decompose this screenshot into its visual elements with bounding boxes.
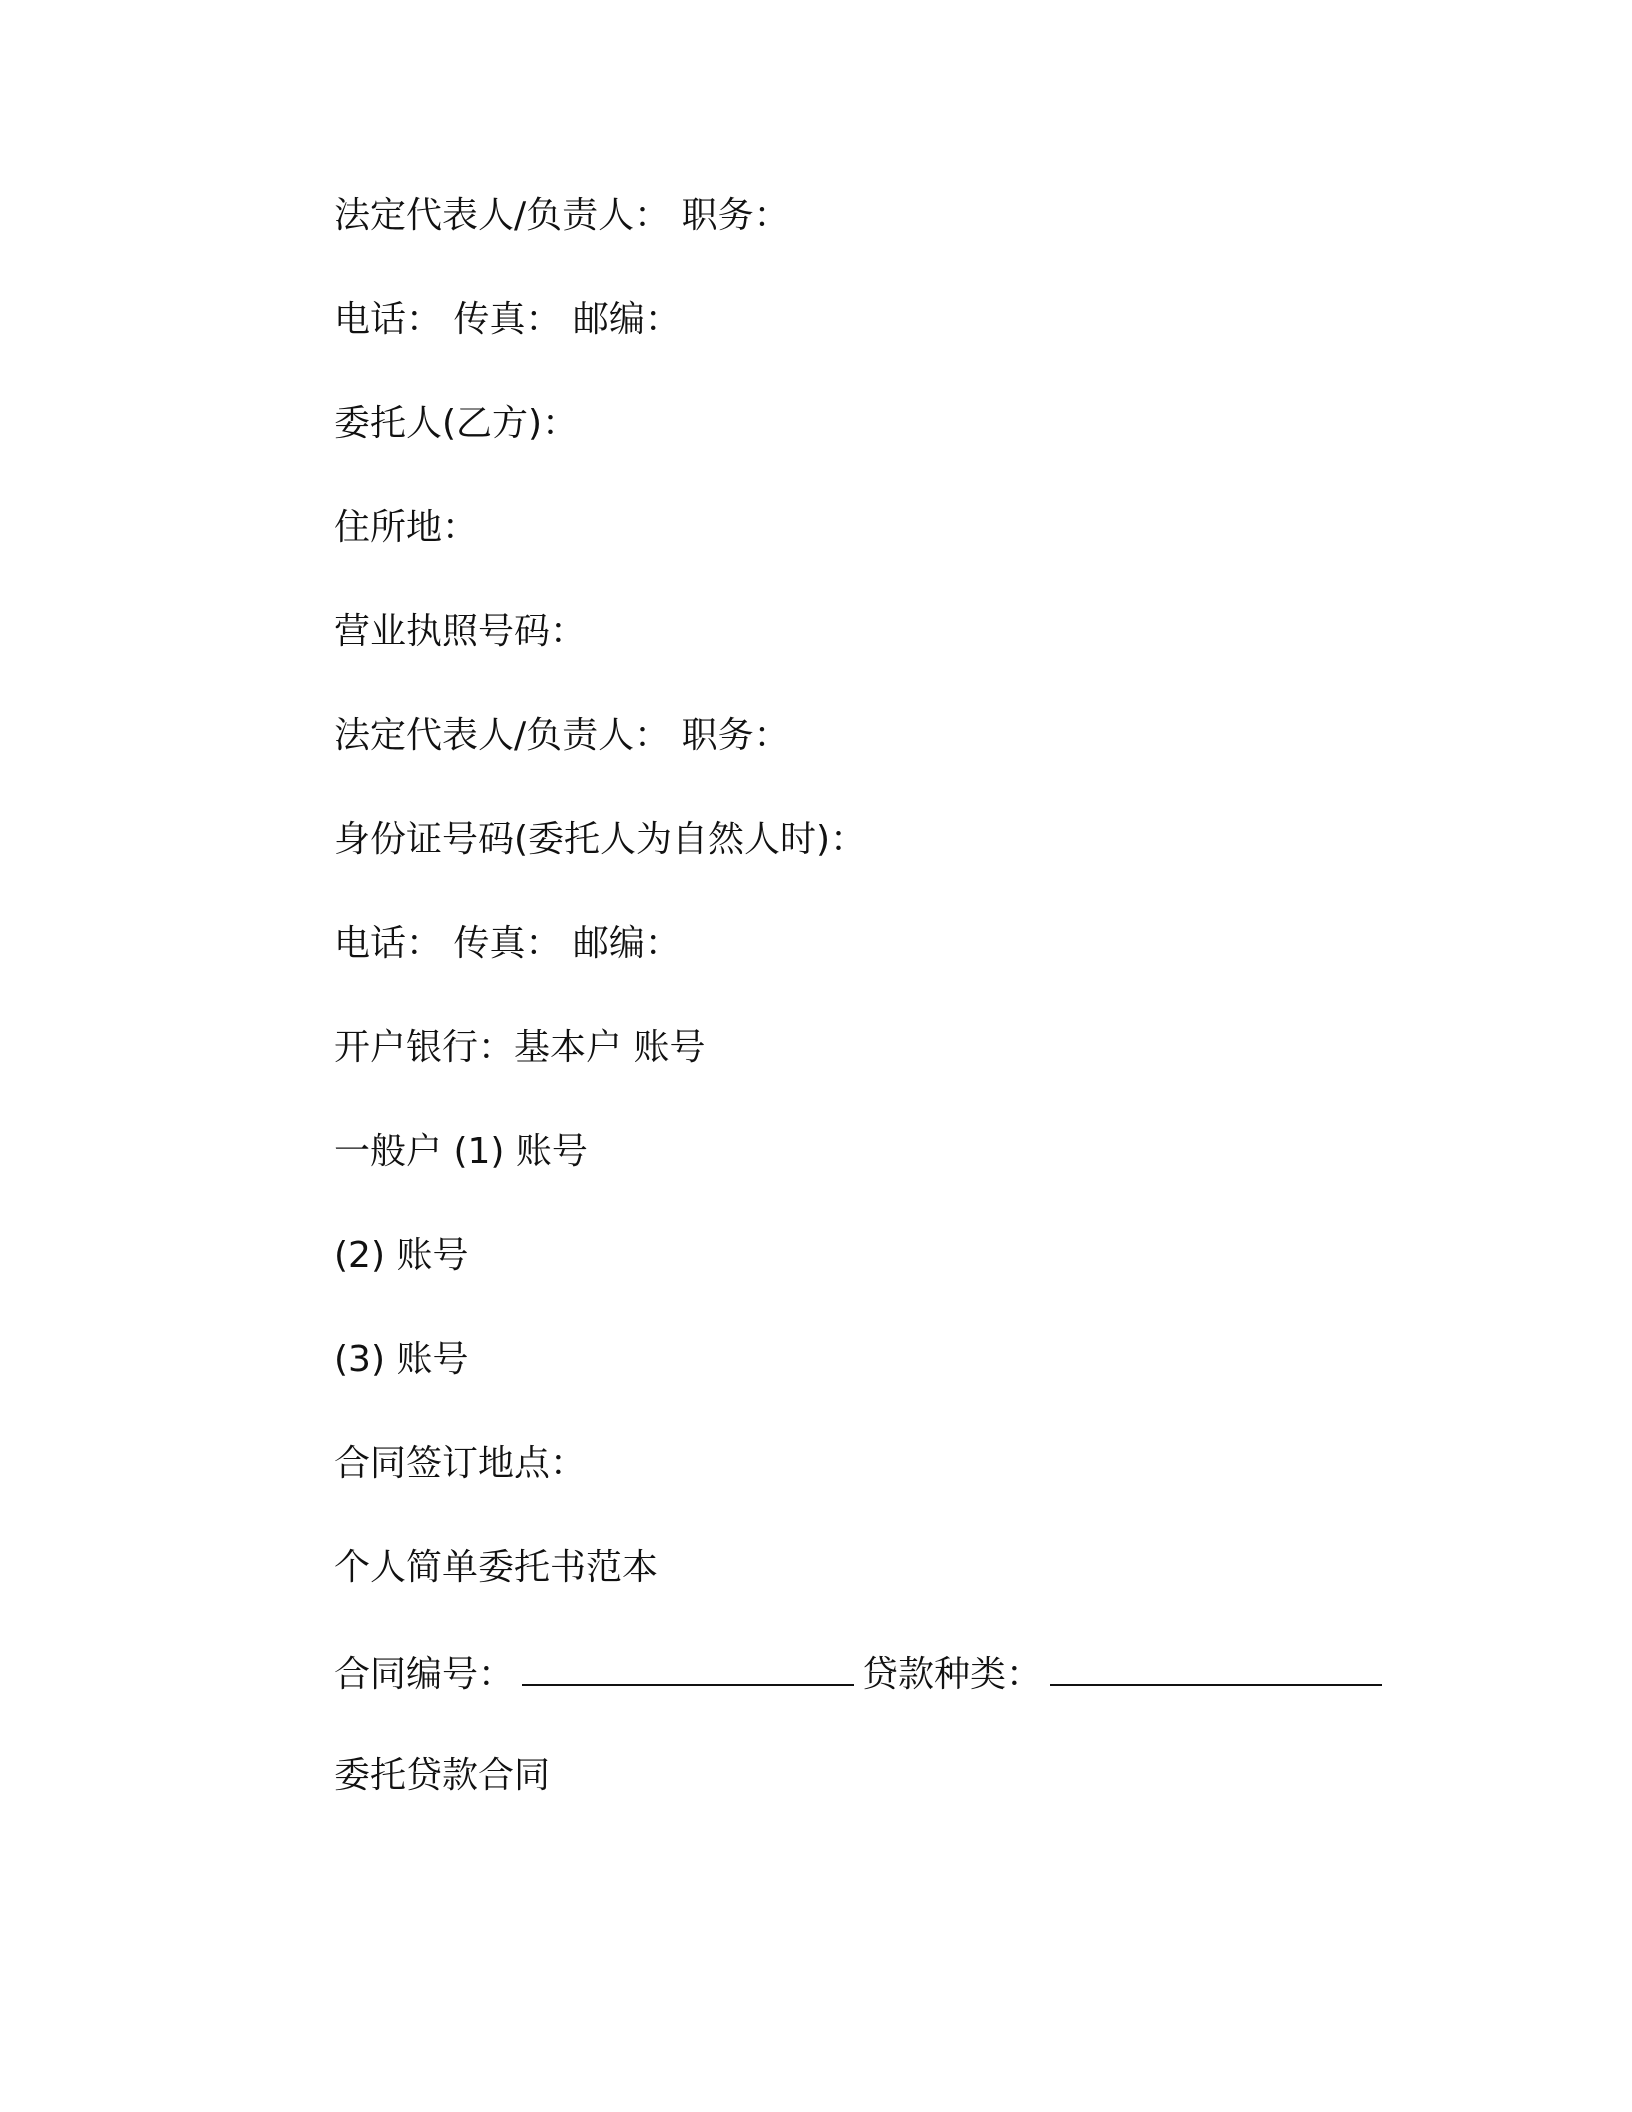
bank-basic-account-line: 开户银行：基本户 账号 (334, 1027, 706, 1068)
contract-number-label: 合同编号： (334, 1654, 515, 1695)
id-number-line: 身份证号码(委托人为自然人时)： (334, 819, 867, 860)
legal-rep-line-1: 法定代表人/负责人： 职务： (334, 195, 790, 236)
general-account-2-line: (2) 账号 (334, 1235, 469, 1276)
entrusted-loan-contract-line: 委托贷款合同 (334, 1755, 551, 1796)
legal-rep-line-2: 法定代表人/负责人： 职务： (334, 715, 790, 756)
general-account-1-line: 一般户 (1) 账号 (334, 1131, 588, 1172)
contract-number-blank (522, 1648, 854, 1686)
phone-fax-zip-line-1: 电话： 传真： 邮编： (334, 299, 681, 340)
template-title-line: 个人简单委托书范本 (334, 1547, 659, 1588)
principal-party-b-line: 委托人(乙方)： (334, 403, 579, 444)
loan-type-blank (1050, 1648, 1382, 1686)
document-body (334, 192, 1514, 1856)
signing-place-line: 合同签订地点： (334, 1443, 587, 1484)
loan-type-label: 贷款种类： (862, 1654, 1043, 1695)
general-account-3-line: (3) 账号 (334, 1339, 469, 1380)
contract-number-loan-type-line (334, 1648, 1514, 1752)
business-license-line: 营业执照号码： (334, 611, 587, 652)
address-line: 住所地： (334, 507, 479, 548)
phone-fax-zip-line-2: 电话： 传真： 邮编： (334, 923, 681, 964)
